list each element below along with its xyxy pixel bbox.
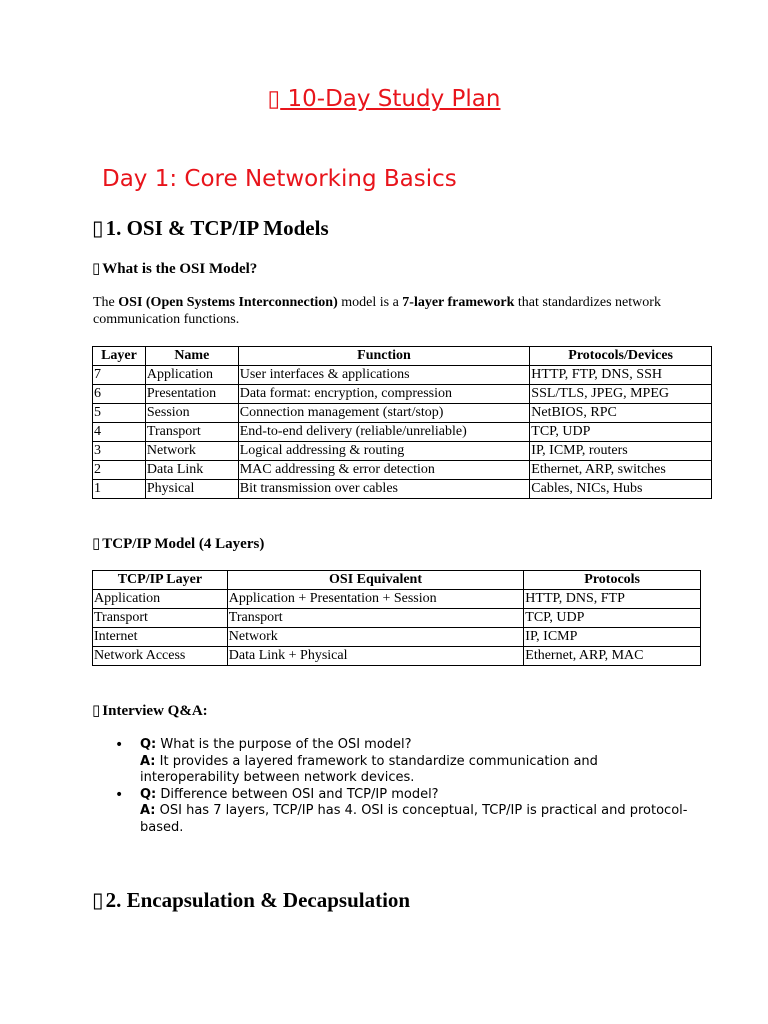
question-label: Q: <box>140 737 157 752</box>
intro-text: that standardizes network communication functions. <box>93 295 661 327</box>
table-row <box>93 385 712 404</box>
osi-table <box>92 346 712 499</box>
table-row <box>93 404 712 423</box>
table-cell: Application <box>145 366 238 385</box>
table-row <box>93 461 712 480</box>
table-cell: Ethernet, ARP, switches <box>530 461 712 480</box>
question-text: Difference between OSI and TCP/IP model? <box>156 786 439 802</box>
answer-label: A: <box>140 753 156 769</box>
table-row <box>93 442 712 461</box>
missing-glyph-icon: ▯ <box>92 534 101 552</box>
table-cell: End-to-end delivery (reliable/unreliable) <box>238 423 530 442</box>
intro-text: model is a <box>337 295 403 310</box>
section1-heading-text: 1. OSI & TCP/IP Models <box>105 216 329 240</box>
table-cell: Connection management (start/stop) <box>238 404 530 423</box>
day-heading: Day 1: Core Networking Basics <box>102 166 457 192</box>
table-cell: Presentation <box>145 385 238 404</box>
osi-intro-paragraph <box>93 294 683 328</box>
missing-glyph-icon: ▯ <box>92 259 101 277</box>
osi-subheading <box>92 259 257 278</box>
column-header: OSI Equivalent <box>227 571 524 590</box>
table-cell: 4 <box>93 423 146 442</box>
table-cell: Application <box>93 590 228 609</box>
tcpip-table <box>92 570 701 666</box>
table-cell: TCP, UDP <box>524 609 701 628</box>
table-row <box>93 480 712 499</box>
table-cell: User interfaces & applications <box>238 366 530 385</box>
qa-subheading <box>92 701 208 720</box>
section1-heading <box>92 216 329 241</box>
qa-subheading-text: Interview Q&A: <box>102 703 208 719</box>
tcpip-subheading <box>92 534 264 553</box>
table-cell: Cables, NICs, Hubs <box>530 480 712 499</box>
table-cell: 5 <box>93 404 146 423</box>
column-header: Protocols/Devices <box>530 347 712 366</box>
column-header: Protocols <box>524 571 701 590</box>
table-cell: 1 <box>93 480 146 499</box>
table-cell: MAC addressing & error detection <box>238 461 530 480</box>
missing-glyph-icon: ▯ <box>92 888 104 912</box>
table-cell: Transport <box>227 609 524 628</box>
table-cell: IP, ICMP, routers <box>530 442 712 461</box>
column-header: Name <box>145 347 238 366</box>
table-cell: Data Link + Physical <box>227 647 524 666</box>
page-title-text: 10-Day Study Plan <box>287 86 501 112</box>
intro-bold: 7-layer framework <box>402 295 515 310</box>
table-cell: SSL/TLS, JPEG, MPEG <box>530 385 712 404</box>
table-row <box>93 423 712 442</box>
table-cell: Data Link <box>145 461 238 480</box>
question-text: What is the purpose of the OSI model? <box>156 737 412 752</box>
missing-glyph-icon: ▯ <box>267 86 281 112</box>
table-cell: 7 <box>93 366 146 385</box>
qa-list <box>115 737 695 836</box>
table-cell: Session <box>145 404 238 423</box>
table-cell: Network <box>227 628 524 647</box>
table-cell: Transport <box>93 609 228 628</box>
missing-glyph-icon: ▯ <box>92 701 101 719</box>
table-cell: Network <box>145 442 238 461</box>
table-cell: 2 <box>93 461 146 480</box>
table-cell: 6 <box>93 385 146 404</box>
missing-glyph-icon: ▯ <box>92 216 104 240</box>
table-cell: IP, ICMP <box>524 628 701 647</box>
table-row <box>93 590 701 609</box>
tcpip-subheading-text: TCP/IP Model (4 Layers) <box>102 536 265 552</box>
table-cell: Application + Presentation + Session <box>227 590 524 609</box>
section2-heading-text: 2. Encapsulation & Decapsulation <box>105 888 411 912</box>
table-row <box>93 647 701 666</box>
table-cell: HTTP, FTP, DNS, SSH <box>530 366 712 385</box>
answer-text: It provides a layered framework to standardize communication and interoperability between network devices. <box>140 753 598 785</box>
answer-text: OSI has 7 layers, TCP/IP has 4. OSI is conceptual, TCP/IP is practical and protocol-based. <box>140 803 688 835</box>
table-cell: Bit transmission over cables <box>238 480 530 499</box>
question-label: Q: <box>140 786 157 802</box>
table-row <box>93 366 712 385</box>
table-cell: TCP, UDP <box>530 423 712 442</box>
table-row <box>93 609 701 628</box>
table-cell: Ethernet, ARP, MAC <box>524 647 701 666</box>
intro-bold: OSI (Open Systems Interconnection) <box>118 295 338 310</box>
osi-subheading-text: What is the OSI Model? <box>102 261 258 277</box>
page-title <box>0 86 768 112</box>
table-cell: Network Access <box>93 647 228 666</box>
table-cell: 3 <box>93 442 146 461</box>
column-header: Function <box>238 347 530 366</box>
table-header-row <box>93 347 712 366</box>
column-header: TCP/IP Layer <box>93 571 228 590</box>
table-row <box>93 628 701 647</box>
answer-label: A: <box>140 803 156 818</box>
list-item <box>115 787 695 837</box>
intro-text: The <box>93 295 119 310</box>
table-cell: Logical addressing & routing <box>238 442 530 461</box>
list-item <box>115 737 695 787</box>
table-header-row <box>93 571 701 590</box>
section2-heading <box>92 888 410 913</box>
table-cell: Physical <box>145 480 238 499</box>
table-cell: Data format: encryption, compression <box>238 385 530 404</box>
table-cell: Transport <box>145 423 238 442</box>
table-cell: Internet <box>93 628 228 647</box>
column-header: Layer <box>93 347 146 366</box>
table-cell: HTTP, DNS, FTP <box>524 590 701 609</box>
table-cell: NetBIOS, RPC <box>530 404 712 423</box>
